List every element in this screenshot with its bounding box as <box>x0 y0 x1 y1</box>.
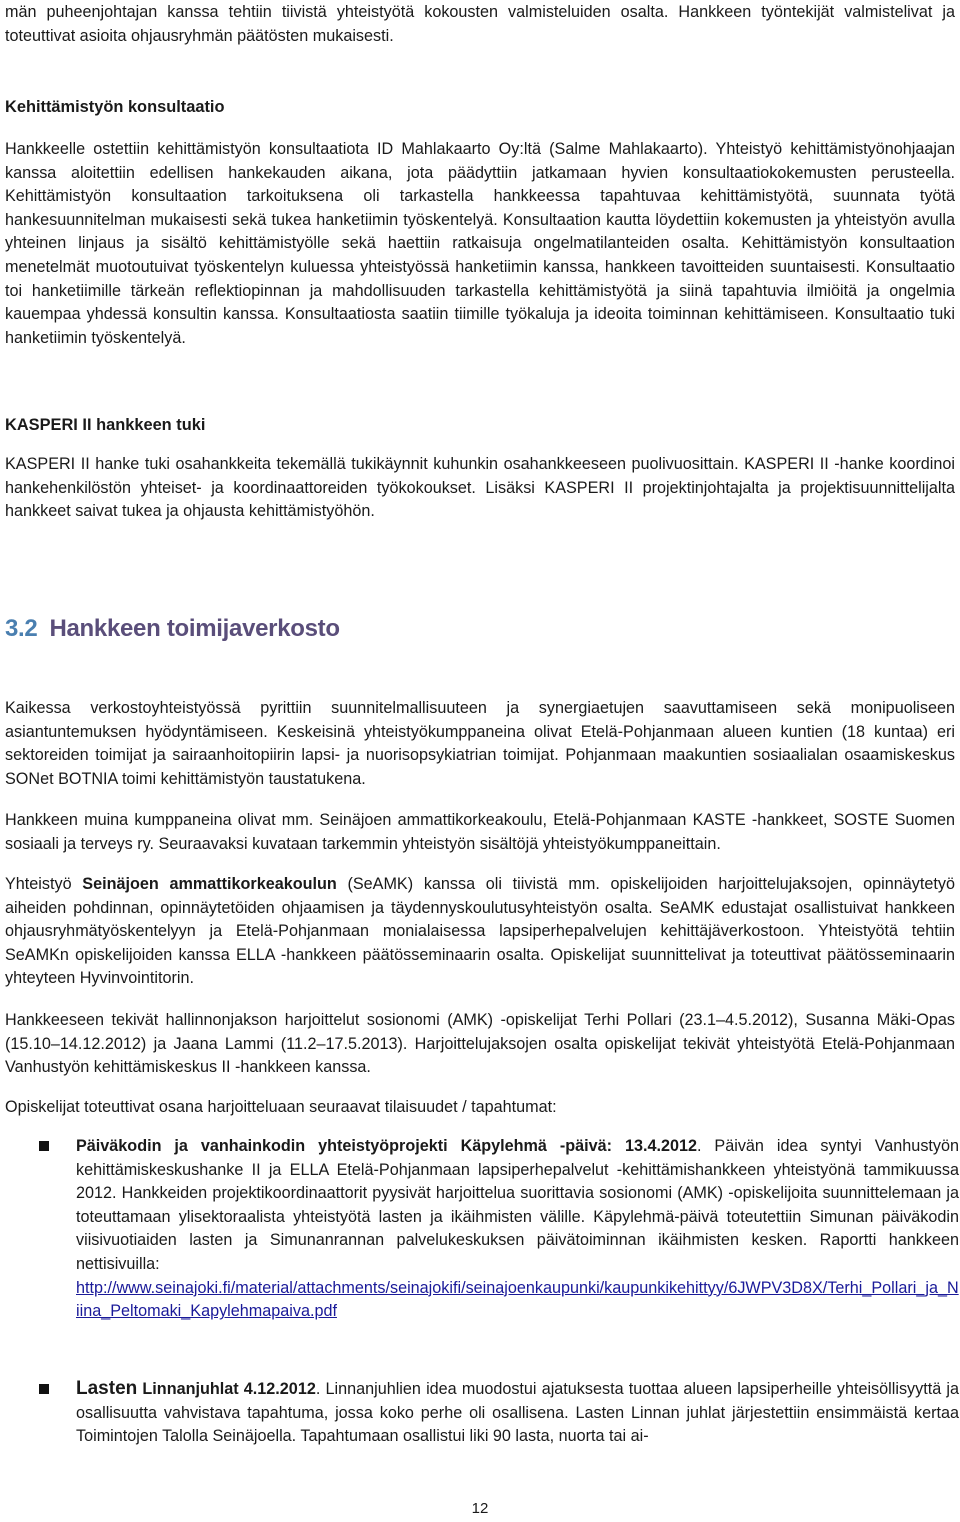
text-run: Yhteistyö <box>5 875 83 893</box>
paragraph-text: män puheenjohtajan kanssa tehtiin tiivistä yhteistyötä kokousten valmisteluiden osalta. Hankkeen työntekijät valmistelivat ja toteuttivat asioita ohjausryhmän päätösten mukaisesti. <box>5 3 955 45</box>
sentence: Yhteistyö kehittämistyönohjaajan kanssa aloitettiin edellisen hankekauden aikana, jota päädyttiin jatkamaan hyvien konsultaatiokokemusten perusteella. Kehittämistyön konsultaation tarkoituksena oli tarkastella hankkeessa tapahtuvaa kehittämistyötä, suunnata työtä hankesuunnitelman mukaisesti sekä tukea hanketiimin työskentelyä. Konsultaation kautta löydettiin kokemusten ja yhteistyön avulla yhteinen linjaus ja sisältö kehittämistyölle sekä haettiin ratkaisuja ongelmatilanteiden osalta. Kehittämistyön konsultaation menetelmät muotoutuivat työskentelyn kuluessa yhteistyössä hanketiimin kanssa, hankkeen tavoitteiden suuntaisesti. Konsultaatio toi hanketiimille tärkeän reflektiopinnan ja mahdollisuuden tarkastella kehittämistyötä ja siinä tapahtuvia ilmiöitä ja ongelmia kauempaa yhdessä konsultin kanssa. Konsultaatiosta saatiin tiimille työkaluja ja ideoita toiminnan kehittämiseen. Konsultaatio tuki hanketiimin työskentelyä. <box>5 140 955 347</box>
sentence: Hankkeelle ostettiin kehittämistyön konsultaatiota ID Mahlakaarto Oy:ltä (Salme Mahlakaarto). <box>5 140 708 158</box>
bold-text: Päiväkodin ja vanhainkodin yhteistyöprojekti Käpylehmä -päivä: 13.4.2012 <box>76 1137 697 1155</box>
chapter-heading-3-2 <box>5 614 955 644</box>
chapter-heading <box>5 614 955 644</box>
text-run: (SeAMK) kanssa oli tiivistä mm. opiskelijoiden harjoittelujaksojen, opinnäytetyö aiheiden pohdinnan, opinnäytetöiden ohjaamisen ja täydennyskoulutusyhteistyön osalta. SeAMK edustajat osallistuivat hankkeen ohjausryhmätyöskentelyyn ja Etelä-Pohjanmaan monialaisessa lapsiperhepalvelujen kehittäjäverkostoon. Yhteistyötä tehtiin SeAMKn opiskelijoiden kanssa ELLA -hankkeen päätösseminaarin osalta. Opiskelijat suunnittelivat ja toteuttivat päätösseminaarin yhteyteen Hyvinvointitorin. <box>5 875 955 988</box>
chapter-title: Hankkeen toimijaverkosto <box>49 615 340 642</box>
paragraph-kasperi <box>5 453 955 524</box>
list-item-linnanjuhlat <box>76 1377 959 1449</box>
paragraph-text: KASPERI II hanke tuki osahankkeita tekemällä tukikäynnit kuhunkin osahankkeeseen puolivuosittain. KASPERI II -hanke koordinoi hankehenkilöstön yhteiset- ja koordinaattoreiden työkokoukset. Lisäksi KASPERI II projektinjohtajalta ja projektisuunnittelijalta hankkeet saivat tukea ja ohjausta kehittämistyöhön. <box>5 455 955 521</box>
report-link[interactable]: http://www.seinajoki.fi/material/attachments/seinajokifi/seinajoenkaupunki/kaupunkikehittyy/6JWPV3D8X/Terhi_Pollari_ja_Niina_Peltomaki_Kapylehmapaiva.pdf <box>76 1278 959 1321</box>
chapter-number: 3.2 <box>5 615 38 642</box>
paragraph-text <box>5 873 955 991</box>
paragraph-network-2 <box>5 809 955 856</box>
bold-text: Lasten <box>76 1378 138 1399</box>
bullet-square-icon <box>39 1384 49 1394</box>
paragraph-konsultaatio <box>5 138 955 350</box>
paragraph-intro <box>5 1 955 48</box>
bold-text: Seinäjoen ammattikorkeakoulun <box>82 875 337 893</box>
paragraph-text: Hankkeen muina kumppaneina olivat mm. Seinäjoen ammattikorkeakoulu, Etelä-Pohjanmaan KASTE -hankkeet, SOSTE Suomen sosiaali ja terveys ry. Seuraavaksi kuvataan tarkemmin yhteistyön sisältöjä yhteistyökumppaneittain. <box>5 811 955 853</box>
section-heading: KASPERI II hankkeen tuki <box>5 416 206 434</box>
list-item-kapylehma <box>76 1135 959 1324</box>
list-item-text <box>76 1135 959 1324</box>
text-run: . Päivän idea syntyi Vanhustyön kehittämiskeskushanke II ja ELLA Etelä-Pohjanmaan lapsiperhepalvelut -kehittämishankkeen yhteistyönä tammikuussa 2012. Hankkeiden projektikoordinaattorit pyysivät harjoittelua suorittavia sosionomi (AMK) -opiskelijoita suunnittelemaan ja toteuttamaan ylisektoraalista yhteistyötä lasten ja ikäihmisten välille. Käpylehmä-päivä toteutettiin Simunan päiväkodin viisivuotiaiden lasten ja Simunanrannan palvelukeskuksen päivätoiminnan ikäihmisten kesken. Raportti hankkeen nettisivuilla: <box>76 1137 960 1273</box>
bold-text: Linnanjuhlat 4.12.2012 <box>137 1380 316 1398</box>
section-kasperi <box>5 414 955 436</box>
list-item-text <box>76 1377 959 1449</box>
bullet-square-icon <box>39 1141 49 1151</box>
paragraph-text: Hankkeeseen tekivät hallinnonjakson harjoittelut sosionomi (AMK) -opiskelijat Terhi Pollari (23.1–4.5.2012), Susanna Mäki-Opas (15.10–14.12.2012) ja Jaana Lammi (11.2–17.5.2013). Harjoittelujaksojen osalta opiskelijat tekivät yhteistyötä Etelä-Pohjanmaan Vanhustyön kehittämiskeskus II -hankkeen kanssa. <box>5 1011 955 1077</box>
paragraph-network-5 <box>5 1096 955 1120</box>
text-run: . Linnanjuhlien idea muodostui ajatuksesta tuottaa alueen lapsiperheille yhteisöllisyyttä ja osallisuutta vahvistava tapahtuma, jossa koko perhe oli osallisena. Lasten Linnan juhlat järjestettiin ensimmäistä kertaa Toimintojen Talolla Seinäjoella. Tapahtumaan osallistui liki 90 lasta, nuorta tai ai- <box>76 1380 959 1446</box>
paragraph-text: Opiskelijat toteuttivat osana harjoitteluaan seuraavat tilaisuudet / tapahtumat: <box>5 1098 557 1116</box>
section-heading: Kehittämistyön konsultaatio <box>5 98 225 116</box>
paragraph-text: Kaikessa verkostoyhteistyössä pyrittiin suunnitelmallisuuteen ja synergiaetujen saavuttamiseen sekä monipuoliseen asiantuntemuksen hyödyntämiseen. Keskeisinä yhteistyökumppaneina olivat Etelä-Pohjanmaan alueen kuntien (18 kuntaa) eri sektoreiden toimijat ja sairaanhoitopiirin lapsi- ja nuorisopsykiatrian toimijat. Pohjanmaan maakuntien sosiaalialan osaamiskeskus SONet BOTNIA toimi kehittämistyön taustatukena. <box>5 699 955 788</box>
paragraph-network-1 <box>5 697 955 791</box>
page-number: 12 <box>471 1500 489 1517</box>
paragraph-text <box>5 138 955 350</box>
paragraph-network-4 <box>5 1009 955 1080</box>
paragraph-network-3 <box>5 873 955 991</box>
section-konsultaatio <box>5 96 955 118</box>
